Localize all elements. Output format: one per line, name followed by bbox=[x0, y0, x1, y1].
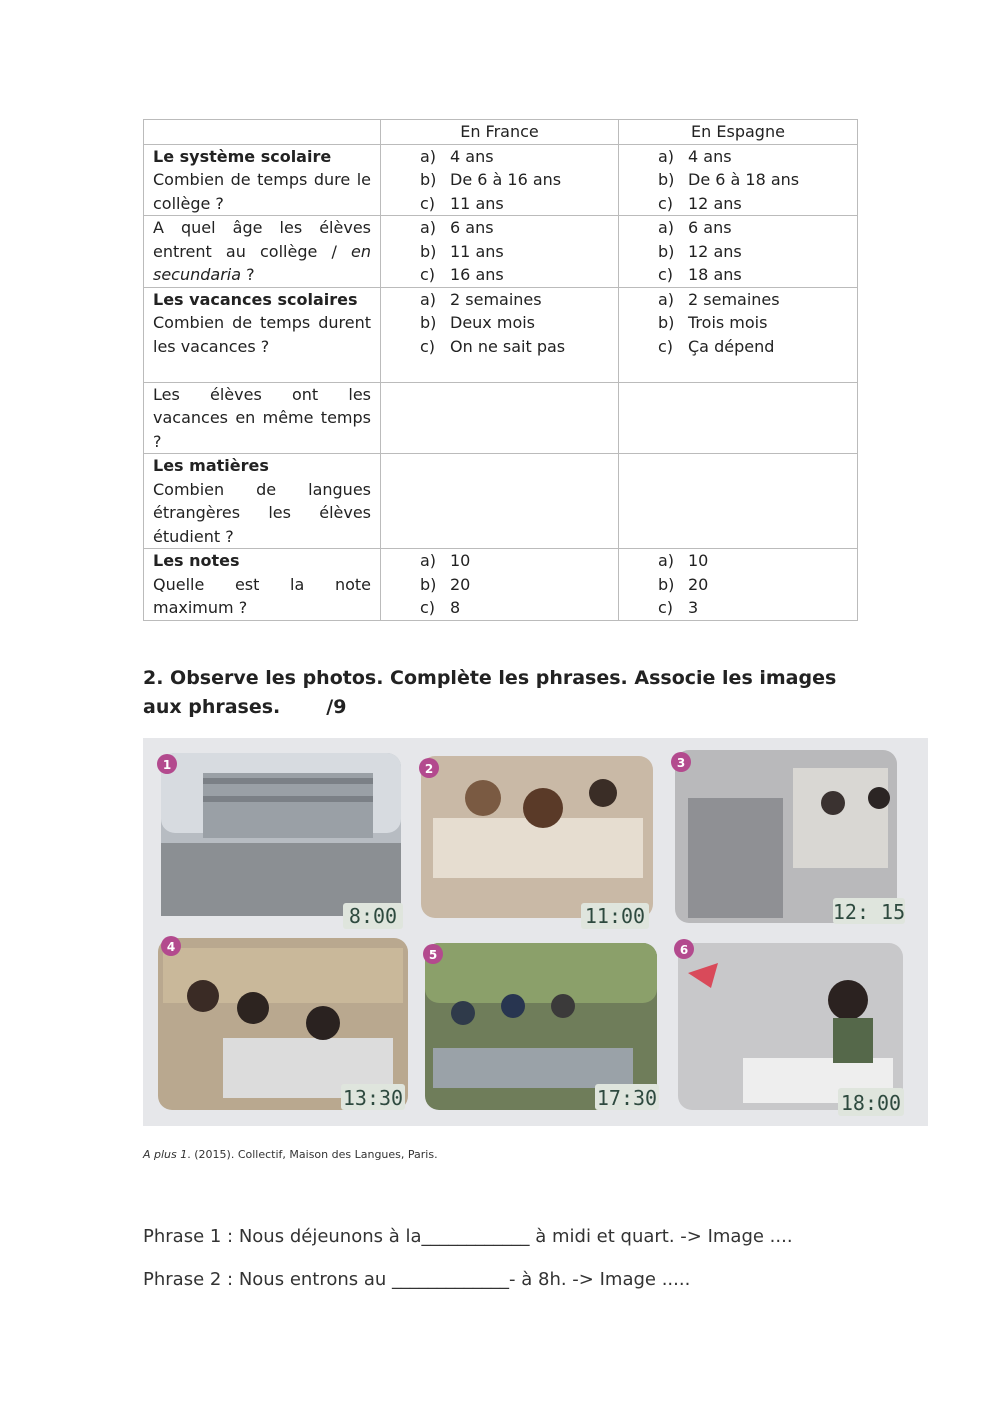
question-text: Quelle est la note maximum ? bbox=[153, 574, 371, 617]
table-row bbox=[144, 216, 858, 288]
photo-1-number: 1 bbox=[162, 758, 172, 772]
photo-3-trolley bbox=[688, 798, 783, 918]
option-item[interactable] bbox=[658, 335, 848, 359]
photo-4 bbox=[158, 936, 408, 1110]
espagne-answer-cell[interactable] bbox=[619, 382, 858, 454]
option-letter: b) bbox=[658, 170, 675, 189]
option-item[interactable] bbox=[420, 596, 609, 620]
photo-5-number: 5 bbox=[428, 948, 438, 962]
option-text: 11 ans bbox=[450, 241, 504, 261]
table-row bbox=[144, 287, 858, 382]
photo-5-student bbox=[501, 994, 525, 1018]
option-item[interactable] bbox=[658, 240, 848, 264]
question-end: ? bbox=[241, 265, 255, 284]
option-item[interactable] bbox=[420, 573, 609, 597]
table-header-row bbox=[144, 120, 858, 145]
section-2-score: /9 bbox=[326, 696, 347, 718]
photo-2-student bbox=[465, 780, 501, 816]
photo-3-person bbox=[821, 791, 845, 815]
option-text: Ça dépend bbox=[688, 336, 775, 356]
option-letter: c) bbox=[420, 598, 436, 617]
question-text: Les élèves ont les vacances en même temps ? bbox=[153, 384, 371, 451]
option-letter: a) bbox=[420, 218, 437, 237]
source-title: A plus 1 bbox=[143, 1148, 188, 1161]
photo-1-building-stripe bbox=[203, 796, 373, 802]
option-item[interactable] bbox=[658, 192, 848, 216]
option-text: 2 semaines bbox=[688, 289, 780, 309]
question-cell bbox=[144, 216, 381, 288]
france-options bbox=[381, 287, 619, 382]
option-letter: b) bbox=[420, 170, 437, 189]
option-item[interactable] bbox=[420, 288, 609, 312]
option-text: De 6 à 18 ans bbox=[688, 170, 800, 189]
option-letter: c) bbox=[420, 265, 436, 284]
section-title: Les vacances scolaires bbox=[153, 289, 358, 309]
photo-1 bbox=[157, 753, 403, 929]
france-answer-cell[interactable] bbox=[381, 454, 619, 549]
question-text: Combien de langues étrangères les élèves étudient ? bbox=[153, 479, 371, 546]
header-espagne: En Espagne bbox=[619, 120, 858, 145]
section-title: Les notes bbox=[153, 551, 240, 570]
section-2-heading bbox=[143, 664, 863, 722]
option-letter: c) bbox=[658, 598, 674, 617]
option-letter: a) bbox=[420, 146, 437, 166]
photo-6-time: 18:00 bbox=[840, 1091, 902, 1115]
option-item[interactable] bbox=[420, 311, 609, 335]
option-text: 2 semaines bbox=[450, 289, 542, 309]
option-letter: b) bbox=[658, 574, 675, 594]
photo-collage-svg bbox=[143, 738, 928, 1126]
photo-3-number: 3 bbox=[676, 756, 686, 770]
option-item[interactable] bbox=[420, 335, 609, 359]
option-letter: c) bbox=[420, 336, 436, 356]
option-text: 6 ans bbox=[688, 218, 732, 237]
photo-2-student bbox=[589, 779, 617, 807]
option-text: 12 ans bbox=[688, 193, 742, 213]
question-cell bbox=[144, 144, 381, 216]
photo-6 bbox=[674, 939, 904, 1116]
option-item[interactable] bbox=[658, 573, 848, 597]
header-france: En France bbox=[381, 120, 619, 145]
france-options bbox=[381, 144, 619, 216]
photo-5-student bbox=[551, 994, 575, 1018]
option-item[interactable] bbox=[658, 549, 848, 573]
option-letter: a) bbox=[658, 218, 675, 237]
photo-6-student bbox=[828, 980, 868, 1020]
section-2-title: 2. Observe les photos. Complète les phrases. Associe les images aux phrases. bbox=[143, 667, 837, 718]
option-item[interactable] bbox=[658, 263, 848, 287]
phrase-2[interactable]: Phrase 2 : Nous entrons au _____________- à 8h. -> Image ..... bbox=[143, 1269, 691, 1290]
option-item[interactable] bbox=[658, 168, 848, 192]
question-cell bbox=[144, 549, 381, 621]
question-cell bbox=[144, 382, 381, 454]
table-row bbox=[144, 549, 858, 621]
option-text: 18 ans bbox=[688, 265, 742, 284]
option-item[interactable] bbox=[420, 263, 609, 287]
question-text: Combien de temps dure le collège ? bbox=[153, 170, 371, 213]
option-text: 4 ans bbox=[688, 146, 732, 166]
option-item[interactable] bbox=[420, 145, 609, 169]
photo-4-number: 4 bbox=[166, 940, 176, 954]
option-letter: a) bbox=[658, 551, 675, 570]
photo-3 bbox=[671, 750, 905, 924]
option-letter: c) bbox=[420, 193, 436, 213]
option-letter: b) bbox=[420, 574, 437, 594]
espagne-options bbox=[619, 216, 858, 288]
option-text: Deux mois bbox=[450, 313, 536, 332]
option-item[interactable] bbox=[658, 596, 848, 620]
option-text: Trois mois bbox=[688, 313, 768, 332]
option-text: 10 bbox=[450, 551, 471, 570]
question-cell bbox=[144, 454, 381, 549]
option-text: 8 bbox=[450, 598, 461, 617]
option-item[interactable] bbox=[658, 288, 848, 312]
photo-4-time: 13:30 bbox=[342, 1086, 404, 1110]
espagne-options bbox=[619, 144, 858, 216]
france-options bbox=[381, 216, 619, 288]
photo-5-trees bbox=[425, 943, 657, 1003]
photo-3-time: 12: 15 bbox=[832, 900, 906, 924]
photo-5-table bbox=[433, 1048, 633, 1088]
question-text: A quel âge les élèves entrent au collège / bbox=[153, 218, 371, 261]
photo-1-time: 8:00 bbox=[348, 904, 398, 928]
photo-4-student bbox=[237, 992, 269, 1024]
option-letter: a) bbox=[420, 289, 437, 309]
question-italic-text: en secundaria bbox=[153, 241, 371, 284]
option-text: 3 bbox=[688, 598, 699, 617]
option-item[interactable] bbox=[420, 216, 609, 240]
photo-2-student bbox=[523, 788, 563, 828]
option-item[interactable] bbox=[658, 311, 848, 335]
photo-5 bbox=[423, 943, 659, 1110]
photo-1-building-stripe bbox=[203, 778, 373, 784]
option-text: 16 ans bbox=[450, 265, 504, 284]
table-row bbox=[144, 454, 858, 549]
section-title: Les matières bbox=[153, 456, 269, 475]
option-text: 20 bbox=[450, 574, 471, 594]
photo-3-person bbox=[868, 787, 890, 809]
photo-4-student bbox=[187, 980, 219, 1012]
france-options bbox=[381, 549, 619, 621]
option-item[interactable] bbox=[420, 240, 609, 264]
option-letter: b) bbox=[658, 241, 675, 261]
option-text: On ne sait pas bbox=[450, 336, 566, 356]
espagne-answer-cell[interactable] bbox=[619, 454, 858, 549]
france-answer-cell[interactable] bbox=[381, 382, 619, 454]
header-empty-cell bbox=[144, 120, 381, 145]
option-letter: b) bbox=[420, 313, 437, 332]
option-text: 20 bbox=[688, 574, 709, 594]
photo-2-time: 11:00 bbox=[584, 904, 646, 928]
source-details: . (2015). Collectif, Maison des Langues, Paris. bbox=[187, 1148, 438, 1161]
photo-4-student bbox=[306, 1006, 340, 1040]
photo-6-number: 6 bbox=[679, 943, 689, 957]
photo-5-time: 17:30 bbox=[596, 1086, 658, 1110]
option-letter: c) bbox=[658, 265, 674, 284]
option-letter: b) bbox=[658, 313, 675, 332]
option-item[interactable] bbox=[420, 549, 609, 573]
option-item[interactable] bbox=[420, 168, 609, 192]
option-text: 10 bbox=[688, 551, 709, 570]
section-title: Le système scolaire bbox=[153, 146, 332, 166]
photo-collage bbox=[143, 738, 928, 1126]
photo-3-counter bbox=[793, 768, 888, 868]
option-item[interactable] bbox=[658, 216, 848, 240]
question-text: Combien de temps durent les vacances ? bbox=[153, 313, 371, 356]
phrase-1[interactable]: Phrase 1 : Nous déjeunons à la____________ à midi et quart. -> Image .... bbox=[143, 1226, 793, 1247]
option-text: 11 ans bbox=[450, 193, 504, 213]
photo-2 bbox=[419, 756, 653, 929]
espagne-options bbox=[619, 549, 858, 621]
option-letter: a) bbox=[658, 146, 675, 166]
option-text: De 6 à 16 ans bbox=[450, 170, 562, 189]
table-row bbox=[144, 382, 858, 454]
table-row bbox=[144, 144, 858, 216]
image-source-citation bbox=[143, 1148, 438, 1161]
option-letter: a) bbox=[420, 551, 437, 570]
option-text: 12 ans bbox=[688, 241, 742, 261]
option-letter: a) bbox=[658, 289, 675, 309]
comparison-table bbox=[143, 119, 858, 621]
option-item[interactable] bbox=[658, 145, 848, 169]
option-text: 6 ans bbox=[450, 218, 494, 237]
option-letter: c) bbox=[658, 336, 674, 356]
option-item[interactable] bbox=[420, 192, 609, 216]
photo-5-student bbox=[451, 1001, 475, 1025]
question-cell bbox=[144, 287, 381, 382]
option-letter: b) bbox=[420, 241, 437, 261]
espagne-options bbox=[619, 287, 858, 382]
option-text: 4 ans bbox=[450, 146, 494, 166]
photo-6-student-body bbox=[833, 1018, 873, 1063]
option-letter: c) bbox=[658, 193, 674, 213]
photo-2-number: 2 bbox=[424, 762, 434, 776]
